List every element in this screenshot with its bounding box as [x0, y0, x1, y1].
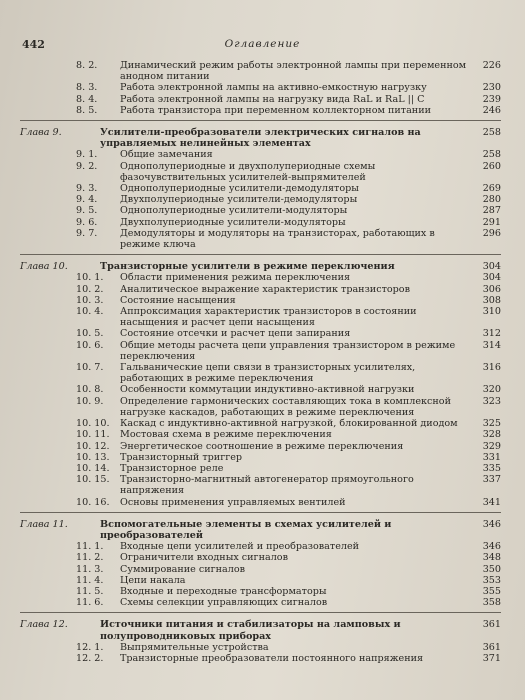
toc-section: [20, 362, 501, 384]
toc-section: [20, 306, 501, 328]
entry-page: 320: [482, 384, 501, 396]
entry-number: 12. 1.: [76, 641, 104, 653]
entry-number: Глава 12.: [20, 619, 68, 631]
entry-title: Общие замечания: [120, 149, 213, 161]
entry-title: Энергетическое соотношение в режиме переключения: [120, 440, 404, 452]
entry-page: 280: [482, 194, 501, 206]
table-of-contents: [20, 60, 501, 664]
entry-page: 316: [482, 362, 501, 374]
toc-section: [20, 552, 501, 563]
entry-title: Ограничители входных сигналов: [120, 552, 288, 564]
entry-page: 337: [482, 474, 501, 486]
entry-page: 226: [482, 60, 501, 71]
entry-number: 11. 4.: [76, 574, 104, 586]
entry-page: 335: [482, 462, 501, 474]
toc-section: [20, 497, 501, 508]
entry-title: Общие методы расчета цепи управления транзистором в режиме переключения: [120, 339, 456, 362]
entry-page: 346: [482, 541, 501, 553]
toc-section: [20, 161, 501, 183]
entry-number: 10. 2.: [76, 283, 104, 295]
entry-page: 361: [482, 641, 501, 653]
toc-section: [20, 284, 501, 295]
entry-page: 371: [482, 652, 501, 664]
entry-page: 350: [482, 563, 501, 575]
entry-number: 10. 1.: [76, 272, 104, 284]
entry-page: 329: [482, 440, 501, 452]
chapter-divider: [20, 120, 501, 121]
entry-title: Входные и переходные трансформаторы: [120, 585, 327, 597]
entry-title: Транзисторные усилители в режиме переключения: [100, 261, 395, 273]
entry-title: Источники питания и стабилизаторы на ламповых и полупроводниковых приборах: [100, 619, 401, 642]
toc-section: [20, 564, 501, 575]
entry-title: Двухполупериодные усилители-демодуляторы: [120, 194, 358, 206]
entry-title: Выпрямительные устройства: [120, 641, 269, 653]
entry-number: 9. 5.: [76, 205, 98, 217]
entry-number: 10. 16.: [76, 496, 110, 508]
entry-page: 341: [482, 496, 501, 508]
entry-title: Транзисторные преобразователи постоянного напряжения: [120, 652, 424, 664]
entry-number: 10. 10.: [76, 418, 110, 430]
toc-chapter: [20, 619, 501, 641]
toc-section: [20, 60, 501, 82]
toc-section: [20, 205, 501, 216]
entry-number: Глава 10.: [20, 261, 68, 273]
entry-title: Состояние насыщения: [120, 294, 236, 306]
entry-title: Состояние отсечки и расчет цепи запирания: [120, 328, 351, 340]
entry-page: 291: [482, 216, 501, 228]
entry-title: Демодуляторы и модуляторы на транзисторах, работающих в режиме ключа: [120, 227, 435, 251]
entry-page: 312: [482, 328, 501, 340]
entry-title: Суммирование сигналов: [120, 563, 246, 575]
chapter-divider: [20, 512, 501, 513]
entry-number: 9. 7.: [76, 227, 98, 239]
entry-page: 246: [482, 104, 501, 116]
entry-title: Транзисторный триггер: [120, 451, 243, 463]
toc-chapter: [20, 519, 501, 541]
entry-title: Основы применения управляемых вентилей: [120, 496, 346, 508]
toc-section: [20, 105, 501, 116]
toc-section: [20, 586, 501, 597]
entry-number: 9. 2.: [76, 160, 98, 172]
entry-number: 10. 6.: [76, 339, 104, 351]
entry-number: 8. 4.: [76, 93, 98, 105]
entry-page: 361: [482, 619, 501, 631]
entry-page: 358: [482, 597, 501, 609]
entry-page: 355: [482, 585, 501, 597]
entry-title: Работа электронной лампы на активно-емкостную нагрузку: [120, 82, 427, 94]
entry-title: Определение гармонических составляющих тока в комплексной нагрузке каскадов, работающих в режиме переключения: [120, 395, 451, 418]
entry-page: 323: [482, 395, 501, 407]
toc-section: [20, 183, 501, 194]
entry-number: 11. 6.: [76, 597, 104, 609]
toc-section: [20, 642, 501, 653]
toc-section: [20, 575, 501, 586]
chapter-divider: [20, 612, 501, 613]
toc-chapter: [20, 127, 501, 149]
entry-title: Гальванические цепи связи в транзисторных усилителях, работающих в режиме переключения: [120, 362, 416, 385]
toc-section: [20, 272, 501, 283]
toc-section: [20, 217, 501, 228]
entry-number: 9. 3.: [76, 183, 98, 195]
entry-number: 10. 5.: [76, 328, 104, 340]
entry-title: Области применения режима переключения: [120, 272, 351, 284]
toc-section: [20, 541, 501, 552]
entry-number: 10. 4.: [76, 306, 104, 318]
page-header: [22, 38, 503, 54]
toc-section: [20, 149, 501, 160]
entry-number: 11. 5.: [76, 585, 104, 597]
page-number: 442: [22, 38, 45, 51]
toc-section: [20, 418, 501, 429]
entry-number: Глава 9.: [20, 127, 62, 139]
entry-title: Цепи накала: [120, 574, 186, 586]
toc-section: [20, 396, 501, 418]
entry-page: 287: [482, 205, 501, 217]
entry-title: Работа транзистора при переменном коллекторном питании: [120, 104, 431, 116]
entry-title: Входные цепи усилителей и преобразователей: [120, 541, 360, 553]
toc-section: [20, 295, 501, 306]
entry-title: Каскад с индуктивно-активной нагрузкой, блокированной диодом: [120, 418, 458, 430]
entry-title: Однополупериодные и двухполупериодные схемы фазочувствительных усилителей-выпрямителей: [120, 160, 376, 183]
entry-title: Схемы селекции управляющих сигналов: [120, 597, 328, 609]
entry-title: Динамический режим работы электронной лампы при переменном анодном питании: [120, 60, 467, 83]
entry-number: 8. 2.: [76, 60, 98, 71]
entry-title: Однополупериодные усилители-модуляторы: [120, 205, 348, 217]
entry-title: Вспомогательные элементы в схемах усилителей и преобразователей: [100, 518, 392, 541]
toc-section: [20, 597, 501, 608]
entry-title: Аппроксимация характеристик транзисторов в состоянии насыщения и расчет цепи насыщения: [120, 306, 417, 329]
toc-chapter: [20, 261, 501, 272]
entry-page: 258: [482, 127, 501, 139]
entry-page: 306: [482, 283, 501, 295]
entry-page: 230: [482, 82, 501, 94]
entry-number: 9. 1.: [76, 149, 98, 161]
entry-page: 314: [482, 339, 501, 351]
chapter-divider: [20, 254, 501, 255]
entry-page: 346: [482, 518, 501, 530]
toc-section: [20, 328, 501, 339]
entry-number: 11. 3.: [76, 563, 104, 575]
entry-title: Работа электронной лампы на нагрузку вида RaL и RaL || C: [120, 93, 425, 105]
entry-number: Глава 11.: [20, 518, 68, 530]
entry-page: 304: [482, 272, 501, 284]
entry-page: 260: [482, 160, 501, 172]
entry-number: 10. 12.: [76, 440, 110, 452]
entry-page: 310: [482, 306, 501, 318]
entry-page: 296: [482, 227, 501, 239]
entry-page: 239: [482, 93, 501, 105]
toc-section: [20, 474, 501, 496]
toc-section: [20, 463, 501, 474]
entry-number: 10. 14.: [76, 462, 110, 474]
toc-section: [20, 452, 501, 463]
entry-title: Особенности коммутации индуктивно-активной нагрузки: [120, 384, 415, 396]
toc-section: [20, 441, 501, 452]
entry-number: 10. 11.: [76, 429, 110, 441]
toc-section: [20, 384, 501, 395]
toc-section: [20, 653, 501, 664]
toc-section: [20, 94, 501, 105]
entry-page: 325: [482, 418, 501, 430]
entry-title: Транзисторное реле: [120, 462, 224, 474]
toc-section: [20, 340, 501, 362]
entry-page: 328: [482, 429, 501, 441]
entry-title: Двухполупериодные усилители-модуляторы: [120, 216, 346, 228]
entry-number: 10. 15.: [76, 474, 110, 486]
entry-page: 269: [482, 183, 501, 195]
entry-number: 11. 2.: [76, 552, 104, 564]
entry-page: 258: [482, 149, 501, 161]
entry-number: 9. 4.: [76, 194, 98, 206]
entry-title: Усилители-преобразователи электрических сигналов на управляемых нелинейных элементах: [100, 127, 421, 150]
entry-page: 308: [482, 294, 501, 306]
entry-page: 331: [482, 451, 501, 463]
toc-section: [20, 429, 501, 440]
entry-number: 10. 9.: [76, 395, 104, 407]
entry-number: 9. 6.: [76, 216, 98, 228]
toc-section: [20, 228, 501, 250]
entry-title: Мостовая схема в режиме переключения: [120, 429, 332, 441]
entry-title: Однополупериодные усилители-демодуляторы: [120, 183, 359, 195]
entry-page: 348: [482, 552, 501, 564]
entry-page: 304: [482, 261, 501, 273]
entry-page: 353: [482, 574, 501, 586]
entry-number: 10. 7.: [76, 362, 104, 374]
running-title: Оглавление: [224, 38, 301, 50]
toc-section: [20, 194, 501, 205]
entry-number: 8. 3.: [76, 82, 98, 94]
entry-number: 12. 2.: [76, 652, 104, 664]
entry-number: 11. 1.: [76, 541, 104, 553]
toc-section: [20, 82, 501, 93]
entry-number: 10. 13.: [76, 451, 110, 463]
entry-number: 10. 3.: [76, 294, 104, 306]
entry-number: 8. 5.: [76, 104, 98, 116]
entry-number: 10. 8.: [76, 384, 104, 396]
entry-title: Аналитическое выражение характеристик транзисторов: [120, 283, 410, 295]
entry-title: Транзисторно-магнитный автогенератор прямоугольного напряжения: [120, 474, 414, 497]
